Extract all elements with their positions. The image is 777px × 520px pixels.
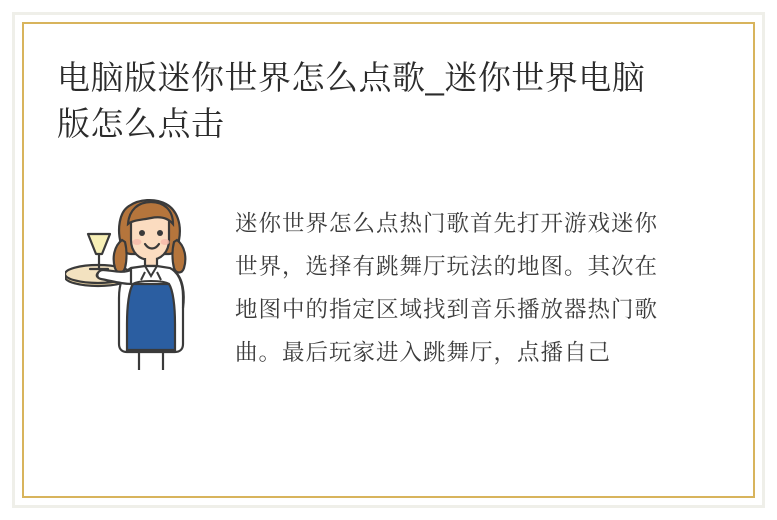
- waitress-with-drink-tray-illustration: [65, 184, 205, 374]
- article-paragraph: 迷你世界怎么点热门歌首先打开游戏迷你世界，选择有跳舞厅玩法的地图。其次在地图中的指定区域找到音乐播放器热门歌曲。最后玩家进入跳舞厅，点播自己: [235, 210, 659, 365]
- page-title: 电脑版迷你世界怎么点歌_迷你世界电脑版怎么点击: [57, 59, 646, 142]
- document-content: [55, 55, 722, 480]
- article-body: [55, 179, 722, 396]
